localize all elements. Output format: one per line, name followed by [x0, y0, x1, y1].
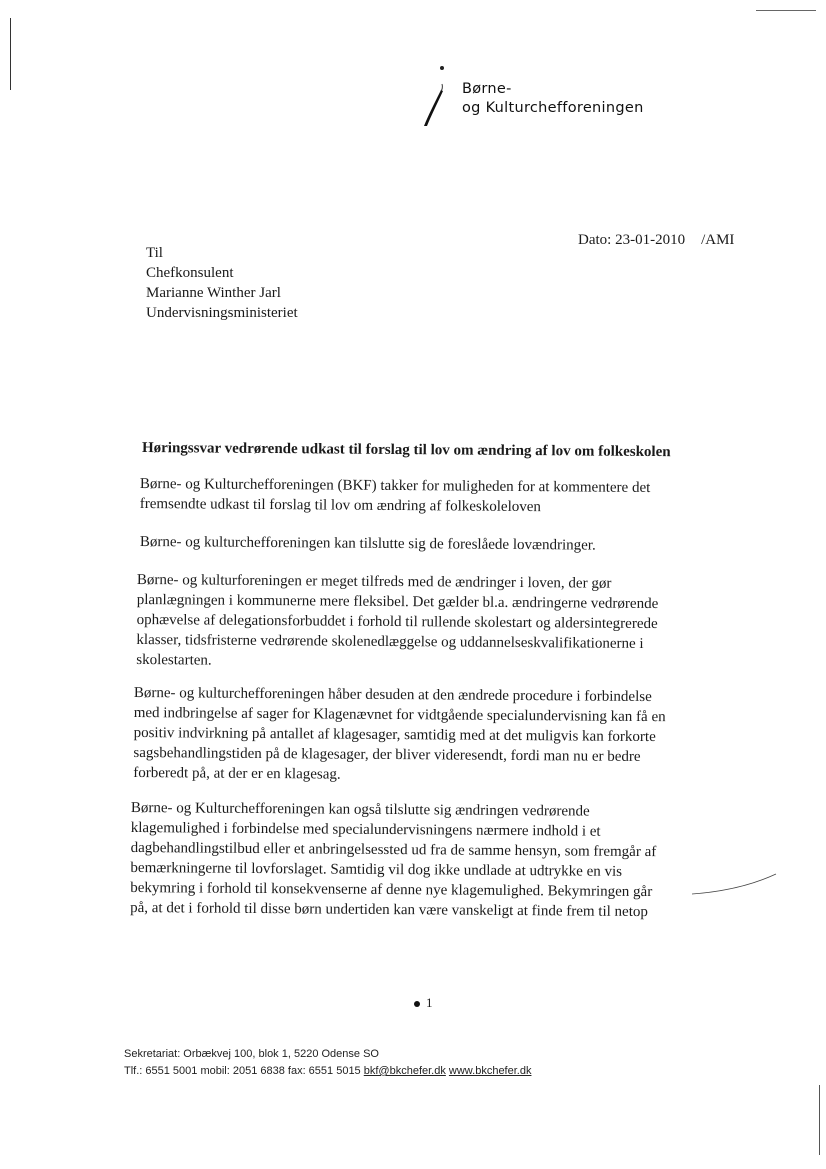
- paragraph-line: forberedt på, at der er en klagesag.: [133, 764, 341, 783]
- recipient-line: Undervisningsministeriet: [146, 305, 298, 321]
- recipient-line: Til: [146, 245, 163, 261]
- footer-contact-line: [124, 1063, 531, 1080]
- paragraph-line: på, at det i forhold til disse børn undertiden kan være vanskeligt at finde frem til netop: [130, 899, 648, 921]
- scan-artifact-line: [756, 10, 816, 11]
- paragraph-line: Børne- og Kulturchefforeningen kan også tilslutte sig ændringen vedrørende: [130, 799, 590, 820]
- paragraph-line: positiv indvirkning på antallet af klagesager, samtidig med at det muligvis kan forkorte: [133, 724, 656, 746]
- paragraph-line: Børne- og kulturchefforeningen kan tilslutte sig de foreslåede lovændringer.: [139, 533, 596, 554]
- page-number-value: 1: [426, 995, 433, 1010]
- logo-figure-icon: [420, 64, 460, 130]
- date-label: Dato: 23-01-2010: [578, 232, 686, 248]
- logo-wordmark: [462, 80, 702, 118]
- paragraph-3: [136, 570, 658, 674]
- paragraph-line: fremsendte udkast til forslag til lov om ændring af folkeskoleloven: [139, 495, 541, 516]
- footer-email-link[interactable]: bkf@bkchefer.dk: [363, 1065, 446, 1077]
- letter-date: [578, 232, 734, 249]
- initials: /AMI: [701, 232, 735, 248]
- paragraph-line: klagemulighed i forbindelse med specialundervisningens nærmere indhold i et: [130, 819, 601, 840]
- paragraph-line: klasser, tidsfristerne vedrørende skolenedlæggelse og uddannelseskvalifikationerne i: [136, 631, 644, 652]
- paragraph-line: planlægningen i kommunerne mere fleksibel. Det gælder bl.a. ændringerne vedrørende: [136, 591, 659, 613]
- paragraph-line: Børne- og kulturchefforeningen håber desuden at den ændrede procedure i forbindelse: [133, 684, 652, 706]
- paragraph-line: skolestarten.: [136, 651, 212, 669]
- paragraph-line: bemærkningerne til lovforslaget. Samtidig vil dog ikke undlade at udtrykke en vis: [130, 859, 623, 880]
- paragraph-line: med indbringelse af sager for Klagenævnet for vidtgående specialundervisning kan få en: [133, 704, 666, 726]
- paragraph-1: [140, 474, 651, 518]
- page-number: [414, 995, 433, 1011]
- pen-stroke-mark: [690, 870, 780, 900]
- paragraph-2: [140, 532, 596, 556]
- letter-subject: Høringssvar vedrørende udkast til forslag til lov om ændring af lov om folkeskolen: [141, 440, 671, 461]
- paragraph-5: [130, 798, 657, 922]
- recipient-line: Marianne Winther Jarl: [146, 285, 281, 301]
- footer-phones: Tlf.: 6551 5001 mobil: 2051 6838 fax: 6551 5015: [124, 1065, 361, 1077]
- paragraph-line: Børne- og kulturforeningen er meget tilfreds med de ændringer i loven, der gør: [136, 571, 612, 592]
- paragraph-line: Børne- og Kulturchefforeningen (BKF) takker for muligheden for at kommentere det: [139, 475, 651, 497]
- bullet-icon: [414, 1001, 420, 1007]
- letter-footer: [124, 1046, 531, 1080]
- logo-line-1: Børne-: [462, 81, 512, 97]
- footer-website-link[interactable]: www.bkchefer.dk: [448, 1065, 532, 1077]
- paragraph-line: sagsbehandlingstiden på de klagesager, der bliver videresendt, fordi man nu er bedre: [133, 744, 641, 765]
- paragraph-line: dagbehandlingstilbud eller et anbringelsessted ud fra de samme hensyn, som fremgår af: [130, 839, 657, 861]
- scan-edge-left: [10, 18, 11, 90]
- logo-line-2: og Kulturchefforeningen: [462, 100, 644, 116]
- paragraph-line: bekymring i forhold til konsekvenserne af denne nye klagemulighed. Bekymringen går: [130, 879, 653, 901]
- scan-edge-right: [819, 1085, 820, 1155]
- paragraph-line: ophævelse af delegationsforbuddet i forhold til rullende skolestart og aldersintegrerede: [136, 611, 658, 633]
- footer-address: Sekretariat: Orbækvej 100, blok 1, 5220 Odense SO: [124, 1048, 379, 1060]
- recipient-line: Chefkonsulent: [146, 265, 234, 281]
- recipient-block: [146, 243, 298, 323]
- paragraph-4: [133, 683, 666, 787]
